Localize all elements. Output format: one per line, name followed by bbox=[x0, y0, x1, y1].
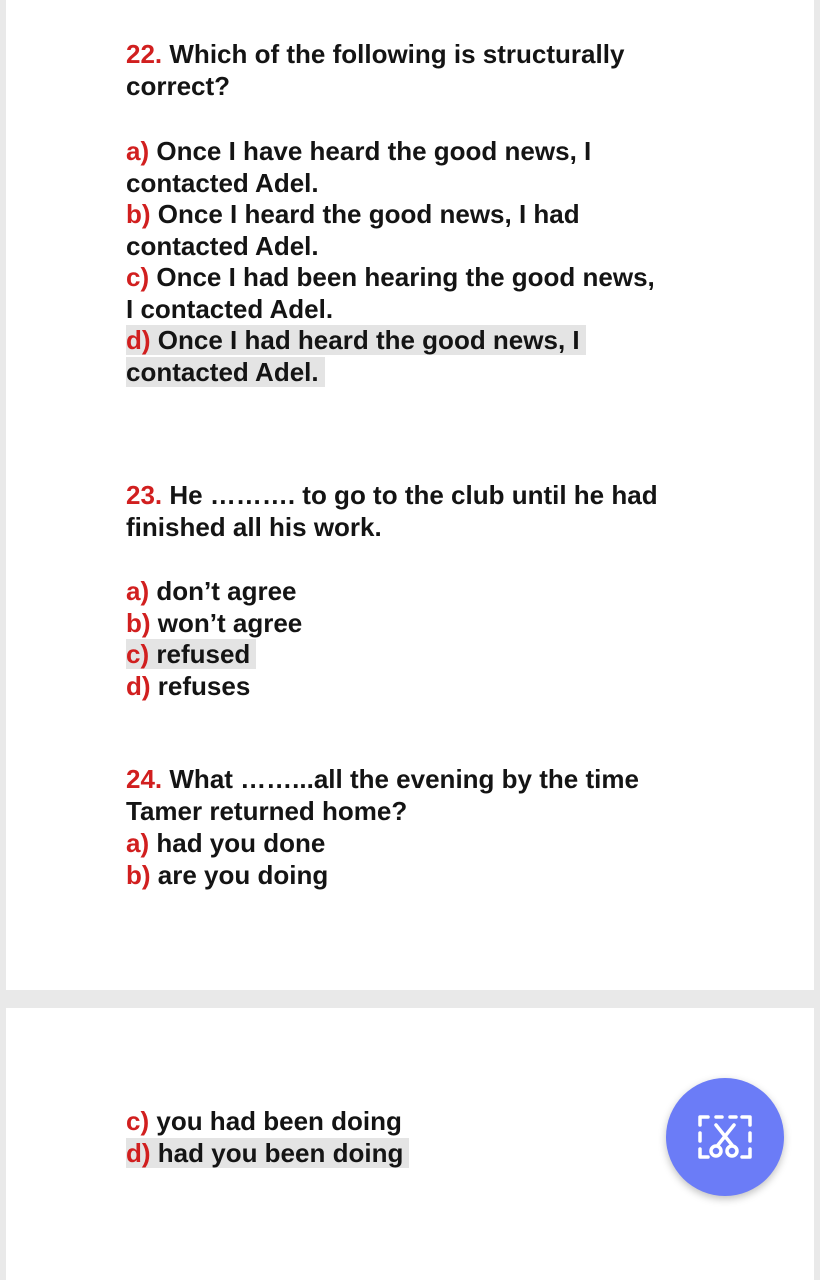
option-a[interactable] bbox=[126, 828, 716, 860]
option-letter: b) bbox=[126, 859, 151, 890]
option-b[interactable] bbox=[126, 199, 716, 262]
option-letter: a) bbox=[126, 576, 150, 606]
option-text: had you done bbox=[156, 828, 326, 858]
option-text: had you been doing bbox=[157, 1137, 404, 1168]
stem-text: correct? bbox=[126, 70, 231, 101]
option-d-highlighted[interactable] bbox=[126, 325, 716, 388]
option-text: don’t agree bbox=[156, 576, 297, 606]
option-text: Once I heard the good news, I had bbox=[157, 199, 580, 229]
option-text: you had been doing bbox=[156, 1106, 402, 1136]
option-letter: c) bbox=[126, 639, 150, 669]
stem-text: Which of the following is structurally bbox=[169, 39, 625, 69]
option-d[interactable] bbox=[126, 671, 716, 703]
question-24-options bbox=[126, 828, 716, 891]
option-letter: c) bbox=[126, 1106, 150, 1136]
option-letter: c) bbox=[126, 262, 150, 292]
option-letter: d) bbox=[126, 670, 151, 701]
option-d-highlighted[interactable] bbox=[126, 1138, 716, 1170]
question-22-options bbox=[126, 136, 716, 388]
option-text: refuses bbox=[157, 670, 251, 701]
question-23-options bbox=[126, 576, 716, 702]
option-text: Once I had been hearing the good news, bbox=[156, 262, 655, 292]
question-number: 23. bbox=[126, 480, 163, 510]
option-text: refused bbox=[156, 639, 251, 669]
question-24-stem bbox=[126, 764, 716, 827]
page-2 bbox=[6, 1008, 814, 1280]
option-text: are you doing bbox=[157, 859, 329, 890]
option-text: Once I had heard the good news, I bbox=[157, 325, 580, 355]
option-letter: d) bbox=[126, 1137, 151, 1168]
option-c-highlighted[interactable] bbox=[126, 639, 716, 671]
option-text: Once I have heard the good news, I bbox=[156, 136, 592, 166]
option-b[interactable] bbox=[126, 608, 716, 640]
option-letter: b) bbox=[126, 199, 151, 229]
option-text: I contacted Adel. bbox=[126, 293, 334, 324]
option-letter: a) bbox=[126, 136, 150, 166]
question-24-options-continued bbox=[126, 1106, 716, 1169]
option-c[interactable] bbox=[126, 262, 716, 325]
stem-text: He ………. to go to the club until he had bbox=[169, 480, 658, 510]
option-text: won’t agree bbox=[157, 607, 303, 638]
scissors-crop-icon bbox=[694, 1111, 756, 1163]
question-number: 24. bbox=[126, 764, 163, 794]
stem-text: finished all his work. bbox=[126, 511, 382, 542]
option-a[interactable] bbox=[126, 136, 716, 199]
option-text: contacted Adel. bbox=[126, 357, 325, 387]
option-letter: a) bbox=[126, 828, 150, 858]
stem-text: What ……...all the evening by the time bbox=[169, 764, 639, 794]
screenshot-crop-button[interactable] bbox=[666, 1078, 784, 1196]
question-23-stem bbox=[126, 480, 716, 543]
option-c[interactable] bbox=[126, 1106, 716, 1138]
option-b[interactable] bbox=[126, 860, 716, 892]
question-22-stem bbox=[126, 39, 716, 102]
option-text: contacted Adel. bbox=[126, 167, 319, 198]
option-a[interactable] bbox=[126, 576, 716, 608]
question-number: 22. bbox=[126, 39, 163, 69]
stem-text: Tamer returned home? bbox=[126, 795, 408, 826]
option-letter: d) bbox=[126, 325, 151, 355]
page-1 bbox=[6, 0, 814, 990]
option-text: contacted Adel. bbox=[126, 230, 319, 261]
option-letter: b) bbox=[126, 607, 151, 638]
